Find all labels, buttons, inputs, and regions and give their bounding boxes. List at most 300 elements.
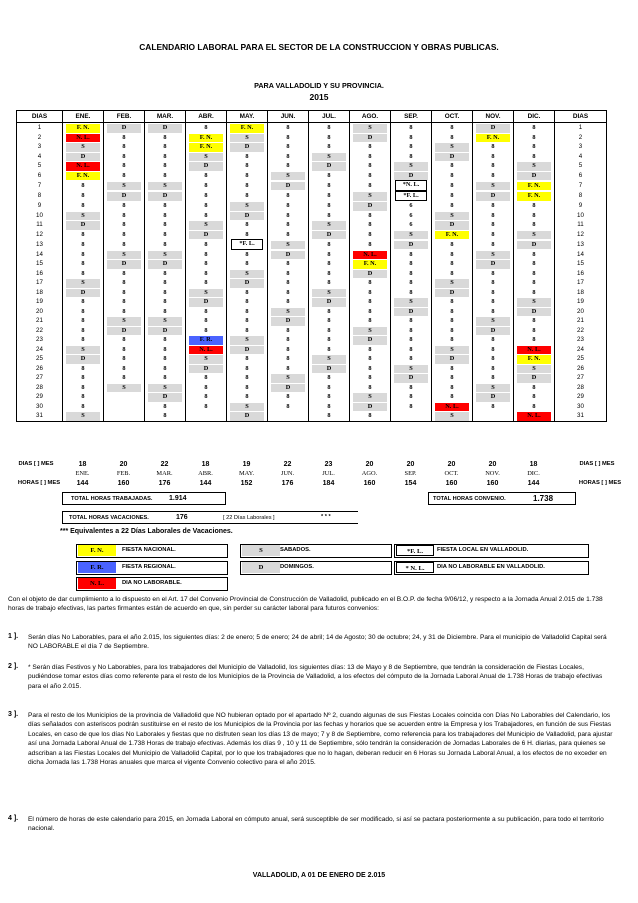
header-month: SEP. [391,111,432,123]
day-number: 14 [17,250,63,260]
note-number: 4 ]. [8,815,19,822]
day-value: 8 [81,260,85,267]
day-cell [473,402,514,412]
day-value: S [189,221,223,230]
day-value: 8 [327,250,331,258]
day-value: 8 [245,260,249,267]
day-value: 8 [245,317,249,324]
day-value: S [517,298,551,307]
day-value: 8 [450,307,454,315]
day-cell [63,373,104,383]
note-text: Para el resto de los Municipios de la provincia de Valladolid que NO hubieran optado por el apartado Nº 2, cuando algunas de sus Fiestas Locales coincida con Días No Laborables del Calendario, los días señalados con asteriscos podrán sustituirse en el resto de los Municipios de la Provincia por las fechas y horarios que se acuerden entre la Empresa y los Trabajadores, en función de sus Fiestas Locales, en caso de que los días No Laborales y fiestas que no disfruten sean los días 13 de mayo; 7 y 8 de Septiembre, como referencia para los trabajadores del Municipio de Valladolid, para ajustar así una Jornada Laboral Anual de 1.738 Horas de trabajo efectivas. Además los días 9 , 10 y 11 de Septiembre, sólo tendrán la consideración de Jornadas Laborales de 6 H. diarias, para quienes se adscriban a las Fiestas Locales del Municipio de Valladolid Capital, por lo que los trabajadores que no lo hagan, deberan reducir en 6 Horas su Jornada Laboral Anual, a los efectos de no exceder en dicha Jornada las 1.738 Horas anuales que marca el vigente Convenio colectivo para el año 2015. [28,712,613,767]
calendar-row [17,201,607,211]
day-value: S [435,212,469,221]
calendar-row [17,326,607,336]
day-cell [227,392,268,402]
day-value: F. N. [517,192,551,201]
day-cell [432,307,473,317]
day-cell [227,230,268,240]
day-value: 8 [286,211,290,219]
day-value: S [66,412,100,421]
day-value: D [517,172,551,181]
day-cell [145,278,186,288]
day-cell [104,392,145,402]
total-hours-vacation-box [62,511,358,524]
page-subtitle: PARA VALLADOLID Y SU PROVINCIA. [254,81,384,90]
day-value: 8 [327,374,331,381]
day-cell [268,316,309,326]
day-value: 8 [368,162,372,169]
day-cell [227,335,268,345]
day-cell [432,335,473,345]
day-cell [186,402,227,412]
day-cell [432,171,473,181]
day-cell [309,142,350,152]
day-cell [350,142,391,152]
day-value: 8 [368,211,372,219]
day-cell [350,269,391,279]
day-value: D [148,260,182,269]
day-cell [227,123,268,133]
day-number: 16 [17,269,63,279]
month-hours-value: 144 [199,480,212,487]
day-cell [227,402,268,412]
day-cell [309,345,350,355]
day-cell [350,383,391,393]
day-value: 8 [122,364,126,372]
day-value: D [476,327,510,336]
day-number-right: 19 [555,297,607,307]
day-value: 8 [122,355,126,362]
day-cell [104,326,145,336]
day-value: 8 [491,162,495,169]
legend-code: F. N. [78,545,116,556]
day-cell [104,220,145,230]
day-cell [145,180,186,191]
day-cell [391,411,432,421]
day-cell [186,239,227,250]
day-cell [350,180,391,191]
day-value: 8 [450,336,454,343]
day-value: 8 [81,298,85,305]
day-cell [186,316,227,326]
day-value: 8 [409,269,413,277]
legend-label: DIA NO LABORABLE. [122,580,182,586]
day-value: N. L. [517,412,551,421]
day-cell [186,411,227,421]
day-value: 8 [368,345,372,353]
day-cell [227,239,268,250]
day-value: 8 [163,374,167,381]
day-value: 8 [491,298,495,305]
day-cell [473,201,514,211]
day-value: 8 [450,260,454,267]
day-value: 8 [163,171,167,179]
calendar-row [17,161,607,171]
day-number-right: 17 [555,278,607,288]
total-agreement-label: TOTAL HORAS CONVENIO. [433,496,506,502]
day-cell [145,269,186,279]
day-cell [309,307,350,317]
day-value: 8 [122,171,126,179]
day-cell [391,133,432,143]
day-cell [227,411,268,421]
day-value: 8 [491,374,495,381]
month-days-value: 18 [529,461,538,468]
day-number-right: 16 [555,269,607,279]
day-value: S [476,182,510,191]
day-cell [514,230,555,240]
day-value: 8 [532,250,536,258]
calendar-row [17,364,607,374]
day-cell [473,288,514,298]
vacation-equivalent-note: *** Equivalentes a 22 Días Laborales de Vacaciones. [60,528,233,535]
total-worked-value: 1.914 [169,495,187,502]
day-value: 8 [122,230,126,238]
day-cell [432,180,473,191]
month-hours-value: 144 [527,480,540,487]
day-value: F. N. [517,355,551,364]
day-value: 8 [327,133,331,141]
day-value: 8 [368,288,372,296]
day-cell [145,171,186,181]
day-cell [186,133,227,143]
day-value: 8 [532,336,536,343]
day-cell [227,297,268,307]
day-value: 8 [163,355,167,362]
day-cell [227,316,268,326]
day-cell [350,354,391,364]
day-number: 5 [17,161,63,171]
day-cell [350,373,391,383]
header-month: AGO. [350,111,391,123]
day-cell [63,288,104,298]
day-value: 8 [122,298,126,305]
day-value: 8 [204,317,208,324]
day-cell [104,345,145,355]
day-value: 8 [450,317,454,324]
day-value: 8 [327,124,331,131]
day-value: 8 [122,152,126,160]
day-cell [309,316,350,326]
day-cell [350,326,391,336]
day-cell [309,278,350,288]
day-value: S [230,336,264,345]
legend-code: *F. L. [396,545,434,556]
day-cell [432,402,473,412]
day-cell [473,123,514,133]
day-cell [350,307,391,317]
day-value: 8 [245,171,249,179]
day-value: 8 [409,260,413,267]
day-cell [391,239,432,250]
day-cell [473,383,514,393]
header-month: JUN. [268,111,309,123]
calendar-row [17,211,607,221]
day-cell [63,250,104,260]
day-value: D [66,289,100,298]
day-value: 8 [491,152,495,160]
day-cell [473,297,514,307]
day-value: S [148,251,182,260]
day-cell [268,383,309,393]
day-value: F. N. [353,260,387,269]
day-value: 8 [81,336,85,343]
day-cell [309,211,350,221]
day-value: D [230,279,264,288]
day-number: 2 [17,133,63,143]
day-value: D [271,251,305,260]
day-cell [473,259,514,269]
day-value: 8 [409,393,413,400]
day-cell [432,354,473,364]
day-value: 8 [450,250,454,258]
intro-paragraph: Con el objeto de dar cumplimiento a lo dispuesto en el Art. 17 del Convenio Provincial de Construcción de Valladolid, publicado en el B.O.P. de fecha 9/06/12, y respecto a la Jornada Anual 2.015 de 1.738 horas de trabajo efectivas, las partes firmantes están de acuerdo en que, sin perder su carácter laboral para futuros convenios: [8,596,603,613]
day-cell [145,288,186,298]
day-cell [63,392,104,402]
day-cell [350,259,391,269]
day-number: 8 [17,191,63,202]
day-number-right: 25 [555,354,607,364]
header-month: ABR. [186,111,227,123]
calendar-row [17,278,607,288]
day-value: 8 [409,143,413,150]
day-number: 21 [17,316,63,326]
day-value: D [476,260,510,269]
day-value: *F. L. [231,239,263,250]
day-number: 29 [17,392,63,402]
day-cell [145,201,186,211]
day-value: 8 [491,307,495,315]
day-number-right: 28 [555,383,607,393]
day-number: 15 [17,259,63,269]
day-cell [391,220,432,230]
day-cell [268,171,309,181]
day-cell [473,191,514,202]
day-value: 8 [245,393,249,400]
day-cell [186,364,227,374]
day-value: 8 [491,345,495,353]
day-cell [104,201,145,211]
day-value: *N. L. [395,180,427,191]
day-cell [350,230,391,240]
day-value: 8 [245,298,249,305]
day-number-right: 9 [555,201,607,211]
day-cell [145,297,186,307]
day-cell [309,364,350,374]
day-value: N. L. [66,162,100,171]
note-number: 2 ]. [8,663,19,670]
day-value: 8 [368,307,372,315]
day-cell [473,354,514,364]
day-value: 8 [204,374,208,381]
day-value: 8 [409,383,413,391]
day-cell [145,250,186,260]
day-value: D [107,260,141,269]
day-cell [186,250,227,260]
day-value: D [394,172,428,181]
day-value: S [148,182,182,191]
day-value: 8 [81,374,85,381]
day-value: D [517,308,551,317]
day-cell [514,171,555,181]
day-cell [63,411,104,421]
day-value: 8 [122,345,126,353]
day-value: 8 [286,202,290,209]
day-cell [391,161,432,171]
day-value: D [107,124,141,133]
day-value: 8 [409,336,413,343]
day-value: S [476,317,510,326]
calendar-row [17,269,607,279]
day-cell [227,152,268,162]
day-cell [63,316,104,326]
day-value: F. N. [189,134,223,143]
day-cell [104,259,145,269]
calendar-row [17,402,607,412]
day-value: 8 [245,230,249,238]
day-cell [391,123,432,133]
day-value: S [271,374,305,383]
day-value: 8 [204,260,208,267]
day-cell [104,180,145,191]
day-value: D [353,270,387,279]
day-cell [104,133,145,143]
day-cell [104,230,145,240]
day-cell [514,161,555,171]
calendar-row [17,316,607,326]
day-cell [309,250,350,260]
day-number: 27 [17,373,63,383]
legend-label: FIESTA NACIONAL. [122,547,176,553]
day-cell [309,191,350,202]
day-cell [227,259,268,269]
day-value: 8 [368,221,372,228]
day-cell [63,269,104,279]
day-value: S [189,153,223,162]
day-number: 24 [17,345,63,355]
day-value: 8 [409,250,413,258]
day-value: 8 [204,250,208,258]
day-value: 8 [204,383,208,391]
day-value: 8 [286,326,290,334]
day-cell [186,297,227,307]
day-cell [514,152,555,162]
day-cell [391,269,432,279]
day-number-right: 31 [555,411,607,421]
day-value: 8 [163,133,167,141]
day-number-right: 29 [555,392,607,402]
day-number-right: 21 [555,316,607,326]
day-value: 8 [450,374,454,381]
day-cell [63,171,104,181]
day-cell [186,373,227,383]
day-cell [63,335,104,345]
month-name: OCT. [444,470,459,477]
day-cell [473,171,514,181]
day-number-right: 22 [555,326,607,336]
day-number-right: 4 [555,152,607,162]
day-value: 8 [286,124,290,131]
calendar-row [17,230,607,240]
day-value: S [394,298,428,307]
day-cell [473,269,514,279]
day-value: 8 [122,240,126,248]
day-cell [63,211,104,221]
day-value: 8 [368,364,372,372]
day-value: D [107,192,141,201]
day-cell [432,345,473,355]
day-value: 8 [163,269,167,277]
day-cell [514,307,555,317]
day-cell [227,161,268,171]
day-cell [227,364,268,374]
day-cell [63,133,104,143]
day-cell [514,411,555,421]
day-value: 8 [163,279,167,286]
day-number-right: 18 [555,288,607,298]
year-label: 2015 [309,92,329,102]
header-month: DIC. [514,111,555,123]
day-number-right: 14 [555,250,607,260]
day-cell [104,171,145,181]
month-name: SEP. [404,470,417,477]
day-cell [145,402,186,412]
note-text: * Serán días Festivos y No Laborables, para los trabajadores del Municipio de Valladolid, los siguientes días: 13 de Mayo y 8 de Septiembre, que tendrán la consideración de Fiestas Locales, pudiéndose tomar estos días como referente para el resto de los Municipios de la Provincia de Valladolid, a los efectos del cómputo de la Jornada Laboral Anual de 1.738 Horas de trabajo efectivas para el año 2.015. [28,664,603,690]
day-cell [268,220,309,230]
header-month: FEB. [104,111,145,123]
day-value: S [312,153,346,162]
day-number: 28 [17,383,63,393]
day-value: 8 [327,317,331,324]
day-cell [227,269,268,279]
day-cell [227,278,268,288]
day-value: 8 [245,383,249,391]
day-cell [473,364,514,374]
day-cell [227,307,268,317]
day-cell [391,354,432,364]
day-value: 8 [204,171,208,179]
day-value: 8 [368,383,372,391]
month-days-value: 20 [488,461,497,468]
day-cell [514,402,555,412]
day-cell [432,259,473,269]
day-number: 23 [17,335,63,345]
day-cell [309,269,350,279]
day-cell [350,392,391,402]
day-cell [63,278,104,288]
day-cell [309,123,350,133]
day-value: 8 [286,298,290,305]
day-value: 8 [204,240,208,248]
month-days-value: 22 [283,461,292,468]
day-value: S [435,412,469,421]
day-value: 8 [204,279,208,286]
day-cell [63,307,104,317]
day-cell [432,133,473,143]
month-name: ENE. [75,470,90,477]
calendar-row [17,335,607,345]
day-cell [63,230,104,240]
day-value: 8 [122,288,126,296]
day-cell [391,288,432,298]
calendar-row [17,373,607,383]
day-cell [391,250,432,260]
day-cell [309,230,350,240]
month-days-value: 22 [160,461,169,468]
day-number: 31 [17,411,63,421]
day-cell [104,250,145,260]
